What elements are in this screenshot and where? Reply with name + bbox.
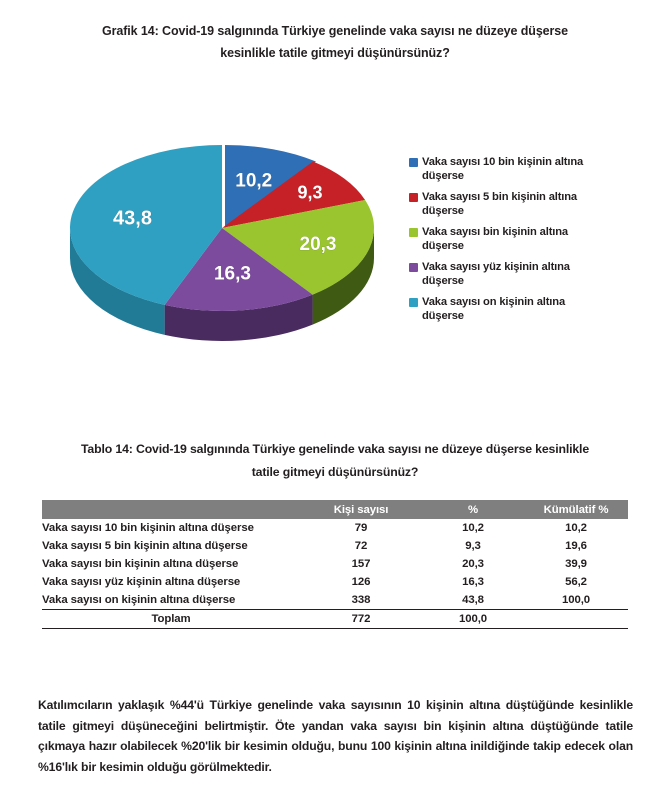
summary-paragraph: Katılımcıların yaklaşık %44'ü Türkiye genelinde vaka sayısının 10 kişinin altına düştüğünde kesinlikle tatile gitmeyi düşüneceğini belirtmiştir. Öte yandan vaka sayısı bin kişinin altına düştüğünde tatile çıkmaya hazır olabilecek %20'lik bir kesimin olduğu, bunu 100 kişinin altına inildiğinde takip edecek olan %16'lık bir kesimin olduğu görülmektedir. <box>38 698 633 774</box>
pie-slice-value-label: 43,8 <box>113 207 152 230</box>
row-label-cell: Vaka sayısı yüz kişinin altına düşerse <box>42 576 241 588</box>
legend-item[interactable] <box>409 190 659 218</box>
row-cumulative-cell: 19,6 <box>565 540 587 552</box>
row-percent-cell: 9,3 <box>465 540 481 552</box>
pie-slice-value-label: 16,3 <box>213 263 251 285</box>
pie-slice-value-label: 10,2 <box>235 170 273 192</box>
legend-item[interactable] <box>409 295 659 323</box>
row-percent-cell: 16,3 <box>462 576 484 588</box>
legend-item-label: Vaka sayısı bin kişinin altına düşerse <box>422 226 568 252</box>
total-count-cell: 772 <box>300 610 422 629</box>
row-cumulative-cell: 100,0 <box>561 594 590 606</box>
row-cumulative-cell: 56,2 <box>565 576 587 588</box>
column-header-percent: % <box>422 500 524 519</box>
row-cumulative-cell: 10,2 <box>565 522 587 534</box>
pie-chart-figure <box>0 110 670 360</box>
legend-color-swatch-icon <box>409 193 418 202</box>
chart-legend <box>409 155 659 330</box>
column-header-count: Kişi sayısı <box>300 500 422 519</box>
table-body <box>42 519 628 629</box>
legend-item[interactable] <box>409 225 659 253</box>
legend-item[interactable] <box>409 260 659 288</box>
legend-color-swatch-icon <box>409 158 418 167</box>
table-total-row <box>42 610 628 629</box>
pie-chart <box>38 128 408 358</box>
total-label-cell: Toplam <box>42 610 300 629</box>
total-percent-cell: 100,0 <box>422 610 524 629</box>
legend-item-label: Vaka sayısı yüz kişinin altına düşerse <box>422 261 570 287</box>
legend-item-label: Vaka sayısı on kişinin altına düşerse <box>422 296 566 322</box>
table-header-row <box>42 500 628 519</box>
row-count-cell: 157 <box>351 558 371 570</box>
results-table <box>42 500 628 629</box>
row-label-cell: Vaka sayısı 10 bin kişinin altına düşerse <box>42 522 254 534</box>
chart-title-line-2: kesinlikle tatile gitmeyi düşünürsünüz? <box>220 46 450 60</box>
row-count-cell: 79 <box>354 522 368 534</box>
table-row <box>42 537 628 555</box>
pie-slice-value-label: 9,3 <box>297 182 323 203</box>
row-label-cell: Vaka sayısı 5 bin kişinin altına düşerse <box>42 540 248 552</box>
legend-item-label: Vaka sayısı 10 bin kişinin altına düşerse <box>422 156 584 182</box>
legend-color-swatch-icon <box>409 228 418 237</box>
row-label-cell: Vaka sayısı on kişinin altına düşerse <box>42 594 236 606</box>
table-row <box>42 519 628 537</box>
table-row <box>42 591 628 610</box>
pie-slice-value-label: 20,3 <box>299 233 337 255</box>
legend-item-label: Vaka sayısı 5 bin kişinin altına düşerse <box>422 191 578 217</box>
column-header-cumulative: Kümülatif % <box>524 500 628 519</box>
table-title-line-1: Tablo 14: Covid-19 salgınında Türkiye genelinde vaka sayısı ne düzeye düşerse kesinlikle <box>80 442 590 456</box>
chart-title <box>60 20 610 64</box>
legend-color-swatch-icon <box>409 298 418 307</box>
table-row <box>42 555 628 573</box>
pie-chart-svg <box>38 128 408 358</box>
legend-color-swatch-icon <box>409 263 418 272</box>
row-count-cell: 338 <box>351 594 371 606</box>
chart-title-line-1: Grafik 14: Covid-19 salgınında Türkiye genelinde vaka sayısı ne düzeye düşerse <box>101 24 568 38</box>
row-count-cell: 126 <box>351 576 371 588</box>
table-title-line-2: tatile gitmeyi düşünürsünüz? <box>251 465 419 479</box>
total-cumulative-cell <box>524 610 628 629</box>
table-head <box>42 500 628 519</box>
column-header-blank <box>42 500 300 519</box>
row-count-cell: 72 <box>354 540 368 552</box>
row-percent-cell: 43,8 <box>462 594 484 606</box>
row-label-cell: Vaka sayısı bin kişinin altına düşerse <box>42 558 239 570</box>
row-percent-cell: 10,2 <box>462 522 484 534</box>
table-title <box>40 438 630 484</box>
row-percent-cell: 20,3 <box>462 558 484 570</box>
table-row <box>42 573 628 591</box>
row-cumulative-cell: 39,9 <box>565 558 587 570</box>
legend-item[interactable] <box>409 155 659 183</box>
